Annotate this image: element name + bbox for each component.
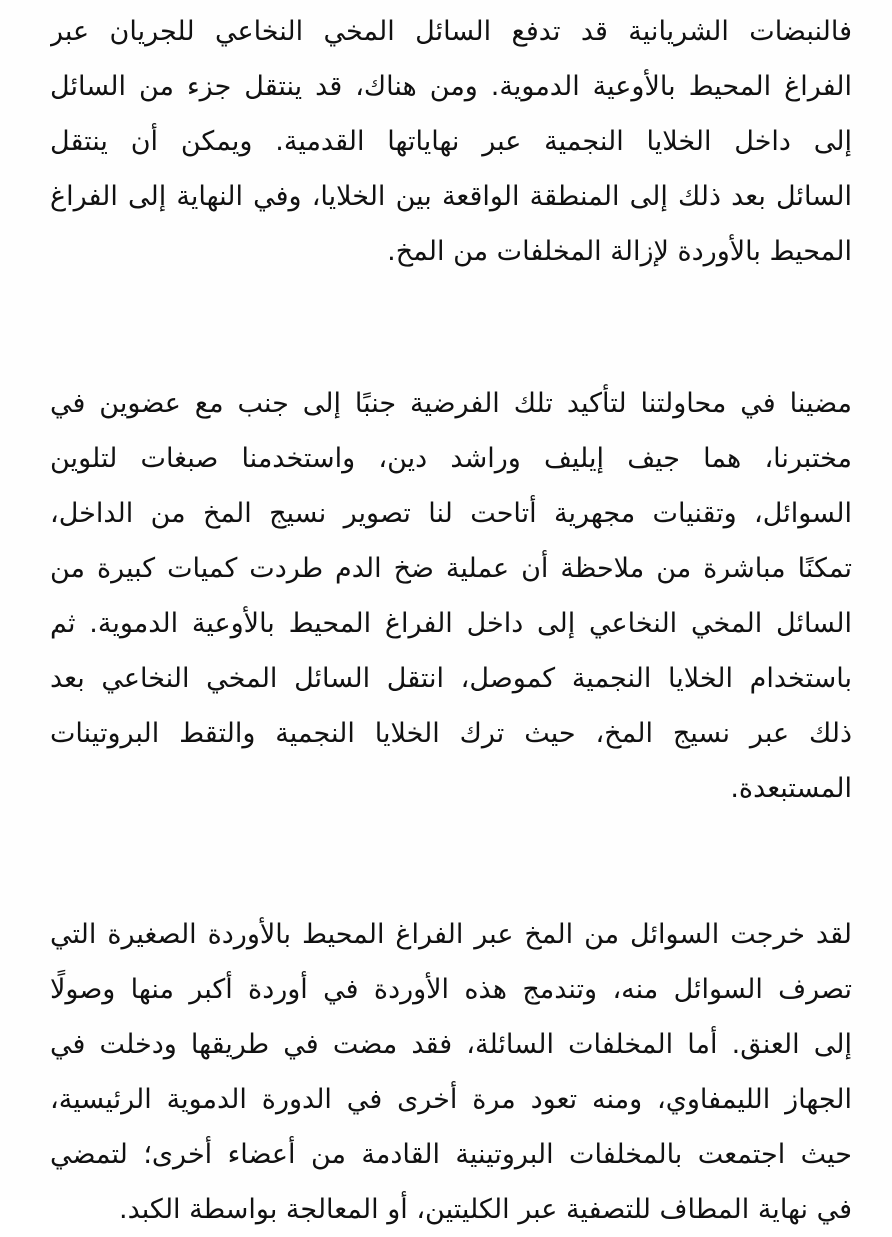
text-line: مختبرنا، هما جيف إيليف وراشد دين، واستخدمنا صبغات لتلوين	[50, 443, 852, 474]
paragraph-2	[50, 376, 852, 816]
paragraph-spacer	[50, 279, 852, 376]
text-line: السوائل، وتقنيات مجهرية أتاحت لنا تصوير نسيج المخ من الداخل،	[50, 498, 852, 529]
text-line: إلى داخل الخلايا النجمية عبر نهاياتها القدمية. ويمكن أن ينتقل	[50, 126, 852, 157]
text-line: الفراغ المحيط بالأوعية الدموية. ومن هناك، قد ينتقل جزء من السائل	[50, 71, 852, 102]
text-line: فالنبضات الشريانية قد تدفع السائل المخي النخاعي للجريان عبر	[50, 16, 852, 47]
text-line: ذلك عبر نسيج المخ، حيث ترك الخلايا النجمية والتقط البروتينات	[50, 718, 852, 749]
paragraph-1	[50, 4, 852, 279]
text-line: حيث اجتمعت بالمخلفات البروتينية القادمة من أعضاء أخرى؛ لتمضي	[50, 1139, 852, 1170]
text-line: تمكنًا مباشرة من ملاحظة أن عملية ضخ الدم طردت كميات كبيرة من	[50, 553, 852, 584]
text-line: المحيط بالأوردة لإزالة المخلفات من المخ.	[387, 236, 852, 267]
text-line: المستبعدة.	[730, 773, 852, 804]
text-line: مضينا في محاولتنا لتأكيد تلك الفرضية جنبًا إلى جنب مع عضوين في	[50, 388, 852, 419]
paragraph-spacer	[50, 816, 852, 907]
text-line: السائل المخي النخاعي إلى داخل الفراغ المحيط بالأوعية الدموية. ثم	[50, 608, 852, 639]
text-line: لقد خرجت السوائل من المخ عبر الفراغ المحيط بالأوردة الصغيرة التي	[50, 919, 852, 950]
paragraph-3	[50, 907, 852, 1237]
page-text	[50, 4, 852, 1237]
text-line: في نهاية المطاف للتصفية عبر الكليتين، أو المعالجة بواسطة الكبد.	[119, 1194, 852, 1225]
text-line: الجهاز الليمفاوي، ومنه تعود مرة أخرى في الدورة الدموية الرئيسية،	[50, 1084, 852, 1115]
text-line: تصرف السوائل منه، وتندمج هذه الأوردة في أوردة أكبر منها وصولًا	[50, 974, 852, 1005]
text-line: السائل بعد ذلك إلى المنطقة الواقعة بين الخلايا، وفي النهاية إلى الفراغ	[50, 181, 852, 212]
text-line: إلى العنق. أما المخلفات السائلة، فقد مضت في طريقها ودخلت في	[50, 1029, 852, 1060]
text-line: باستخدام الخلايا النجمية كموصل، انتقل السائل المخي النخاعي بعد	[50, 663, 852, 694]
